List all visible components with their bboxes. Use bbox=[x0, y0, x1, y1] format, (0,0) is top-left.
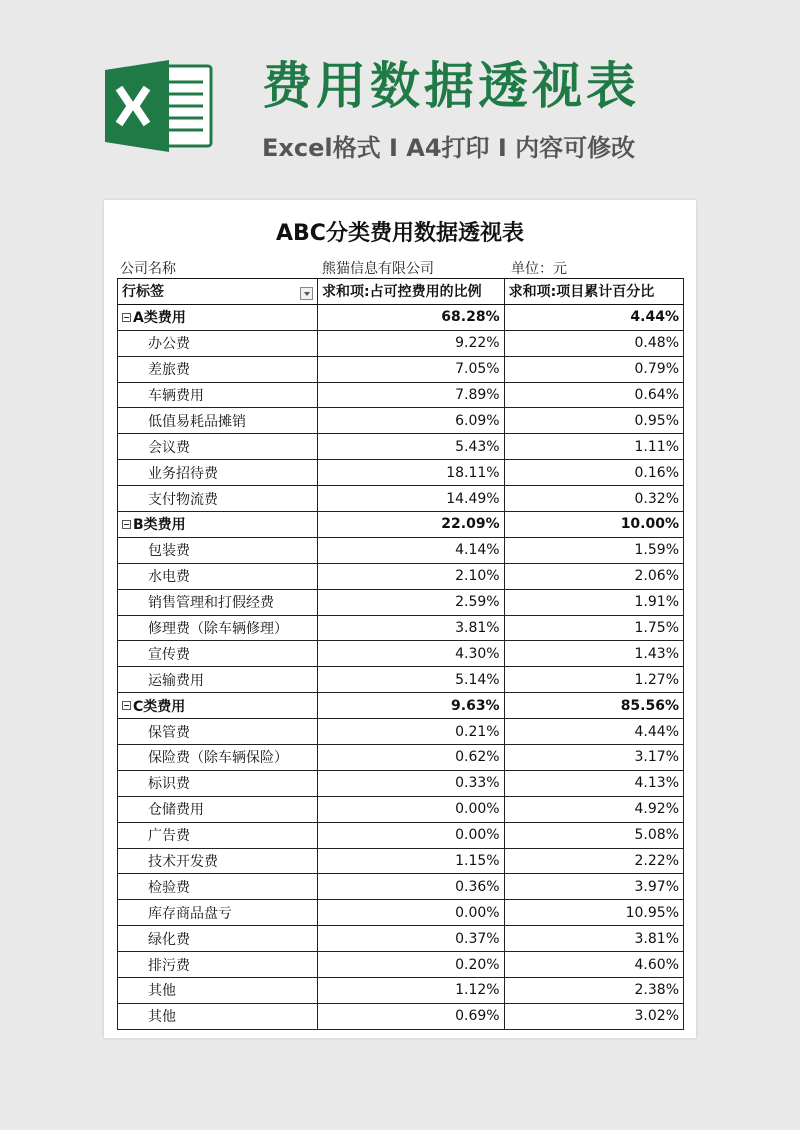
group-row bbox=[118, 304, 684, 330]
item-ratio: 7.89% bbox=[318, 382, 505, 408]
item-ratio: 18.11% bbox=[318, 460, 505, 486]
item-label: 车辆费用 bbox=[118, 382, 318, 408]
group-label: C类费用 bbox=[133, 698, 186, 715]
item-ratio: 0.37% bbox=[318, 926, 505, 952]
item-ratio: 0.69% bbox=[318, 1003, 505, 1029]
table-row bbox=[118, 926, 684, 952]
item-ratio: 0.00% bbox=[318, 900, 505, 926]
item-label: 会议费 bbox=[118, 434, 318, 460]
item-ratio: 5.14% bbox=[318, 667, 505, 693]
header-row bbox=[118, 279, 684, 305]
table-row bbox=[118, 1003, 684, 1029]
table-row bbox=[118, 330, 684, 356]
item-ratio: 0.62% bbox=[318, 745, 505, 771]
page-title: 费用数据透视表 bbox=[262, 57, 640, 115]
group-cumulative: 85.56% bbox=[504, 693, 683, 719]
item-label: 保险费（除车辆保险） bbox=[118, 745, 318, 771]
item-label: 其他 bbox=[118, 1003, 318, 1029]
item-ratio: 0.33% bbox=[318, 770, 505, 796]
item-cumulative: 1.59% bbox=[504, 537, 683, 563]
item-ratio: 0.00% bbox=[318, 822, 505, 848]
table-row bbox=[118, 667, 684, 693]
item-cumulative: 4.13% bbox=[504, 770, 683, 796]
row-labels-header[interactable] bbox=[118, 279, 318, 305]
item-cumulative: 0.95% bbox=[504, 408, 683, 434]
collapse-toggle-icon[interactable]: − bbox=[123, 312, 130, 322]
item-cumulative: 0.16% bbox=[504, 460, 683, 486]
item-label: 业务招待费 bbox=[118, 460, 318, 486]
table-row bbox=[118, 822, 684, 848]
item-cumulative: 4.44% bbox=[504, 719, 683, 745]
item-cumulative: 4.60% bbox=[504, 952, 683, 978]
group-label: B类费用 bbox=[133, 517, 186, 534]
item-ratio: 0.00% bbox=[318, 796, 505, 822]
item-label: 修理费（除车辆修理） bbox=[118, 615, 318, 641]
collapse-toggle-icon[interactable]: − bbox=[123, 519, 130, 529]
item-label: 销售管理和打假经费 bbox=[118, 589, 318, 615]
spreadsheet-page bbox=[104, 200, 696, 1038]
item-label: 检验费 bbox=[118, 874, 318, 900]
table-row bbox=[118, 434, 684, 460]
item-ratio: 3.81% bbox=[318, 615, 505, 641]
row-labels-label: 行标签 bbox=[122, 284, 164, 301]
group-cumulative: 10.00% bbox=[504, 512, 683, 538]
item-cumulative: 4.92% bbox=[504, 796, 683, 822]
item-cumulative: 1.43% bbox=[504, 641, 683, 667]
item-cumulative: 2.22% bbox=[504, 848, 683, 874]
item-label: 绿化费 bbox=[118, 926, 318, 952]
table-row bbox=[118, 615, 684, 641]
table-row bbox=[118, 770, 684, 796]
item-ratio: 0.21% bbox=[318, 719, 505, 745]
group-label: A类费用 bbox=[133, 310, 186, 327]
group-cumulative: 4.44% bbox=[504, 304, 683, 330]
item-label: 办公费 bbox=[118, 330, 318, 356]
item-label: 排污费 bbox=[118, 952, 318, 978]
ratio-header: 求和项:占可控费用的比例 bbox=[318, 279, 505, 305]
group-row bbox=[118, 693, 684, 719]
page-subtitle: Excel格式 I A4打印 I 内容可修改 bbox=[262, 134, 636, 162]
table-row bbox=[118, 460, 684, 486]
item-label: 标识费 bbox=[118, 770, 318, 796]
table-row bbox=[118, 978, 684, 1004]
item-cumulative: 3.17% bbox=[504, 745, 683, 771]
item-cumulative: 0.79% bbox=[504, 356, 683, 382]
table-row bbox=[118, 563, 684, 589]
item-ratio: 5.43% bbox=[318, 434, 505, 460]
table-row bbox=[118, 382, 684, 408]
item-cumulative: 1.27% bbox=[504, 667, 683, 693]
table-row bbox=[118, 408, 684, 434]
pivot-table bbox=[117, 278, 684, 1030]
table-row bbox=[118, 874, 684, 900]
item-label: 仓储费用 bbox=[118, 796, 318, 822]
item-ratio: 4.30% bbox=[318, 641, 505, 667]
item-ratio: 14.49% bbox=[318, 486, 505, 512]
banner bbox=[0, 0, 800, 200]
item-cumulative: 1.75% bbox=[504, 615, 683, 641]
sheet-title: ABC分类费用数据透视表 bbox=[276, 221, 524, 246]
table-row bbox=[118, 796, 684, 822]
company-name: 熊猫信息有限公司 bbox=[322, 261, 434, 277]
item-cumulative: 10.95% bbox=[504, 900, 683, 926]
item-cumulative: 5.08% bbox=[504, 822, 683, 848]
group-row bbox=[118, 512, 684, 538]
item-cumulative: 2.38% bbox=[504, 978, 683, 1004]
item-label: 宣传费 bbox=[118, 641, 318, 667]
item-label: 广告费 bbox=[118, 822, 318, 848]
item-ratio: 6.09% bbox=[318, 408, 505, 434]
item-label: 低值易耗品摊销 bbox=[118, 408, 318, 434]
item-ratio: 1.12% bbox=[318, 978, 505, 1004]
table-row bbox=[118, 641, 684, 667]
item-ratio: 0.36% bbox=[318, 874, 505, 900]
table-row bbox=[118, 952, 684, 978]
item-label: 包装费 bbox=[118, 537, 318, 563]
table-row bbox=[118, 745, 684, 771]
item-ratio: 2.10% bbox=[318, 563, 505, 589]
table-row bbox=[118, 589, 684, 615]
table-row bbox=[118, 900, 684, 926]
unit-label: 单位：元 bbox=[511, 261, 567, 277]
item-ratio: 0.20% bbox=[318, 952, 505, 978]
company-label: 公司名称 bbox=[120, 261, 176, 277]
table-row bbox=[118, 486, 684, 512]
group-label-cell[interactable] bbox=[118, 304, 318, 330]
group-ratio: 22.09% bbox=[318, 512, 505, 538]
item-label: 其他 bbox=[118, 978, 318, 1004]
table-row bbox=[118, 719, 684, 745]
group-label-cell[interactable] bbox=[118, 693, 318, 719]
cumulative-header: 求和项:项目累计百分比 bbox=[504, 279, 683, 305]
item-cumulative: 3.02% bbox=[504, 1003, 683, 1029]
item-cumulative: 0.64% bbox=[504, 382, 683, 408]
excel-logo-icon bbox=[103, 60, 215, 152]
item-cumulative: 3.81% bbox=[504, 926, 683, 952]
table-row bbox=[118, 848, 684, 874]
collapse-toggle-icon[interactable]: − bbox=[123, 701, 130, 711]
item-label: 运输费用 bbox=[118, 667, 318, 693]
item-label: 技术开发费 bbox=[118, 848, 318, 874]
item-label: 保管费 bbox=[118, 719, 318, 745]
item-label: 库存商品盘亏 bbox=[118, 900, 318, 926]
group-label-cell[interactable] bbox=[118, 512, 318, 538]
item-cumulative: 0.32% bbox=[504, 486, 683, 512]
item-ratio: 7.05% bbox=[318, 356, 505, 382]
item-cumulative: 2.06% bbox=[504, 563, 683, 589]
item-label: 差旅费 bbox=[118, 356, 318, 382]
item-ratio: 9.22% bbox=[318, 330, 505, 356]
item-label: 水电费 bbox=[118, 563, 318, 589]
item-ratio: 2.59% bbox=[318, 589, 505, 615]
item-ratio: 1.15% bbox=[318, 848, 505, 874]
item-cumulative: 0.48% bbox=[504, 330, 683, 356]
item-label: 支付物流费 bbox=[118, 486, 318, 512]
item-ratio: 4.14% bbox=[318, 537, 505, 563]
item-cumulative: 1.91% bbox=[504, 589, 683, 615]
item-cumulative: 3.97% bbox=[504, 874, 683, 900]
filter-dropdown-icon[interactable] bbox=[300, 287, 313, 300]
item-cumulative: 1.11% bbox=[504, 434, 683, 460]
table-row bbox=[118, 537, 684, 563]
group-ratio: 9.63% bbox=[318, 693, 505, 719]
group-ratio: 68.28% bbox=[318, 304, 505, 330]
table-row bbox=[118, 356, 684, 382]
